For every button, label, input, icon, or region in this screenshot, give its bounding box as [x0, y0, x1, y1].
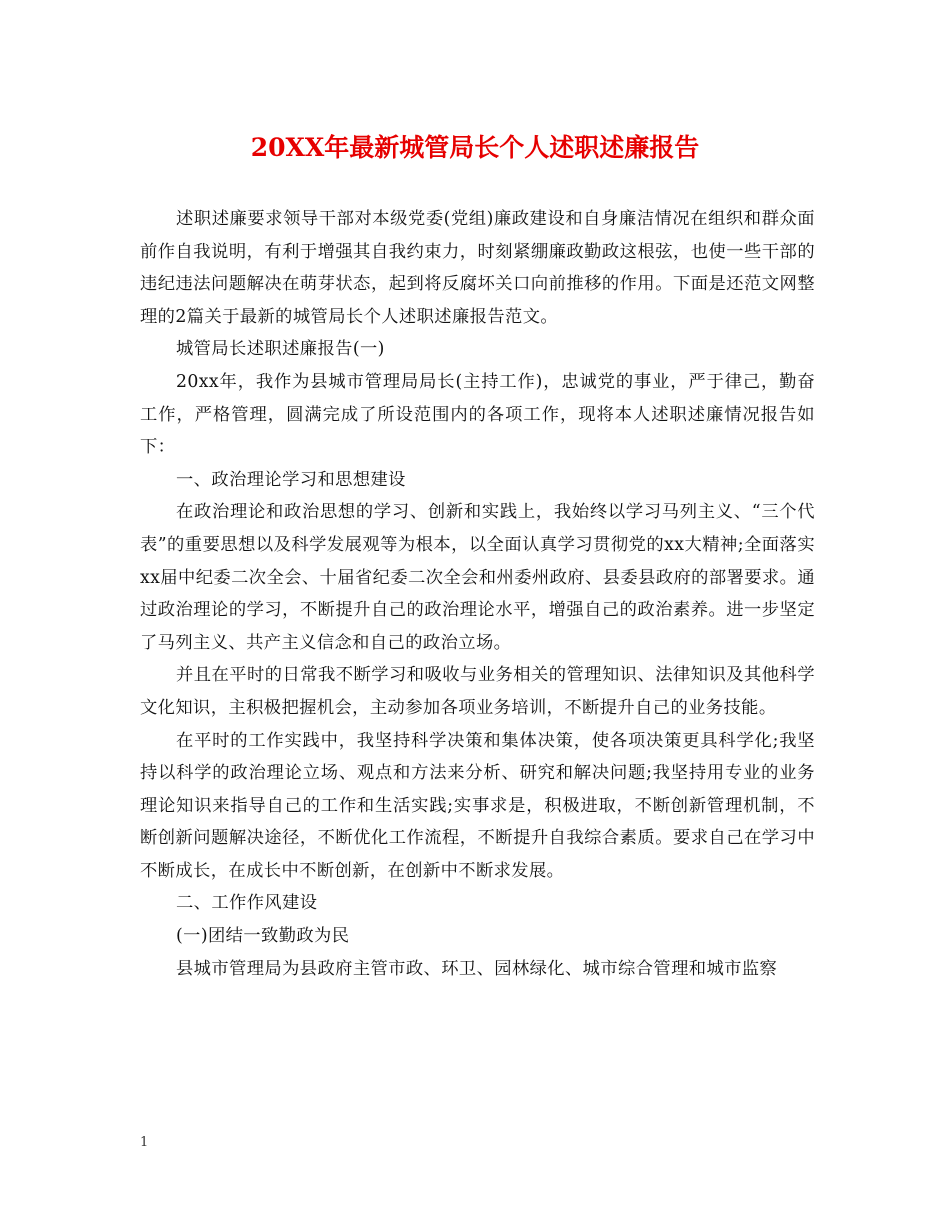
paragraph-bureau-duties: 县城市管理局为县政府主管市政、环卫、园林绿化、城市综合管理和城市监察 [176, 958, 778, 979]
section-heading-political-study: 一、政治理论学习和思想建设 [176, 469, 406, 490]
paragraph-overview: 20xx年，我作为县城市管理局局长(主持工作)，忠诚党的事业，严于律己，勤奋工作，严格管理，圆满完成了所设范围内的各项工作，现将本人述职述廉情况报告如下： [140, 371, 815, 458]
paragraph-business-learning: 并且在平时的日常我不断学习和吸收与业务相关的管理知识、法律知识及其他科学文化知识，主积极把握机会，主动参加各项业务培训，不断提升自己的业务技能。 [140, 665, 815, 718]
document-title: 20XX年最新城管局长个人述职述廉报告 [250, 133, 700, 162]
paragraph-intro: 述职述廉要求领导干部对本级党委(党组)廉政建设和自身廉洁情况在组织和群众面前作自我说明，有利于增强其自我约束力，时刻紧绷廉政勤政这根弦，也使一些干部的违纪违法问题解决在萌芽状态，起到将反腐坏关口向前推移的作用。下面是还范文网整理的2篇关于最新的城管局长个人述职述廉报告范文。 [140, 209, 815, 327]
section-heading-report-one: 城管局长述职述廉报告(一) [176, 339, 385, 360]
paragraph-work-practice: 在平时的工作实践中，我坚持科学决策和集体决策，使各项决策更具科学化;我坚持以科学的政治理论立场、观点和方法来分析、研究和解决问题;我坚持用专业的业务理论知识来指导自己的工作和生活实践;实事求是，积极进取，不断创新管理机制，不断创新问题解决途径，不断优化工作流程，不断提升自我综合素质。要求自己在学习中不断成长，在成长中不断创新，在创新中不断求发展。 [140, 730, 815, 881]
document-body [140, 203, 815, 985]
page-number: 1 [140, 1135, 149, 1150]
section-heading-work-style: 二、工作作风建设 [176, 893, 318, 914]
paragraph-political-study: 在政治理论和政治思想的学习、创新和实践上，我始终以学习马列主义、“三个代表”的重要思想以及科学发展观等为根本，以全面认真学习贯彻党的xx大精神;全面落实xx届中纪委二次全会、十届省纪委二次全会和州委州政府、县委县政府的部署要求。通过政治理论的学习，不断提升自己的政治理论水平，增强自己的政治素养。进一步坚定了马列主义、共产主义信念和自己的政治立场。 [140, 502, 815, 653]
subsection-heading-unity: (一)团结一致勤政为民 [176, 926, 350, 947]
